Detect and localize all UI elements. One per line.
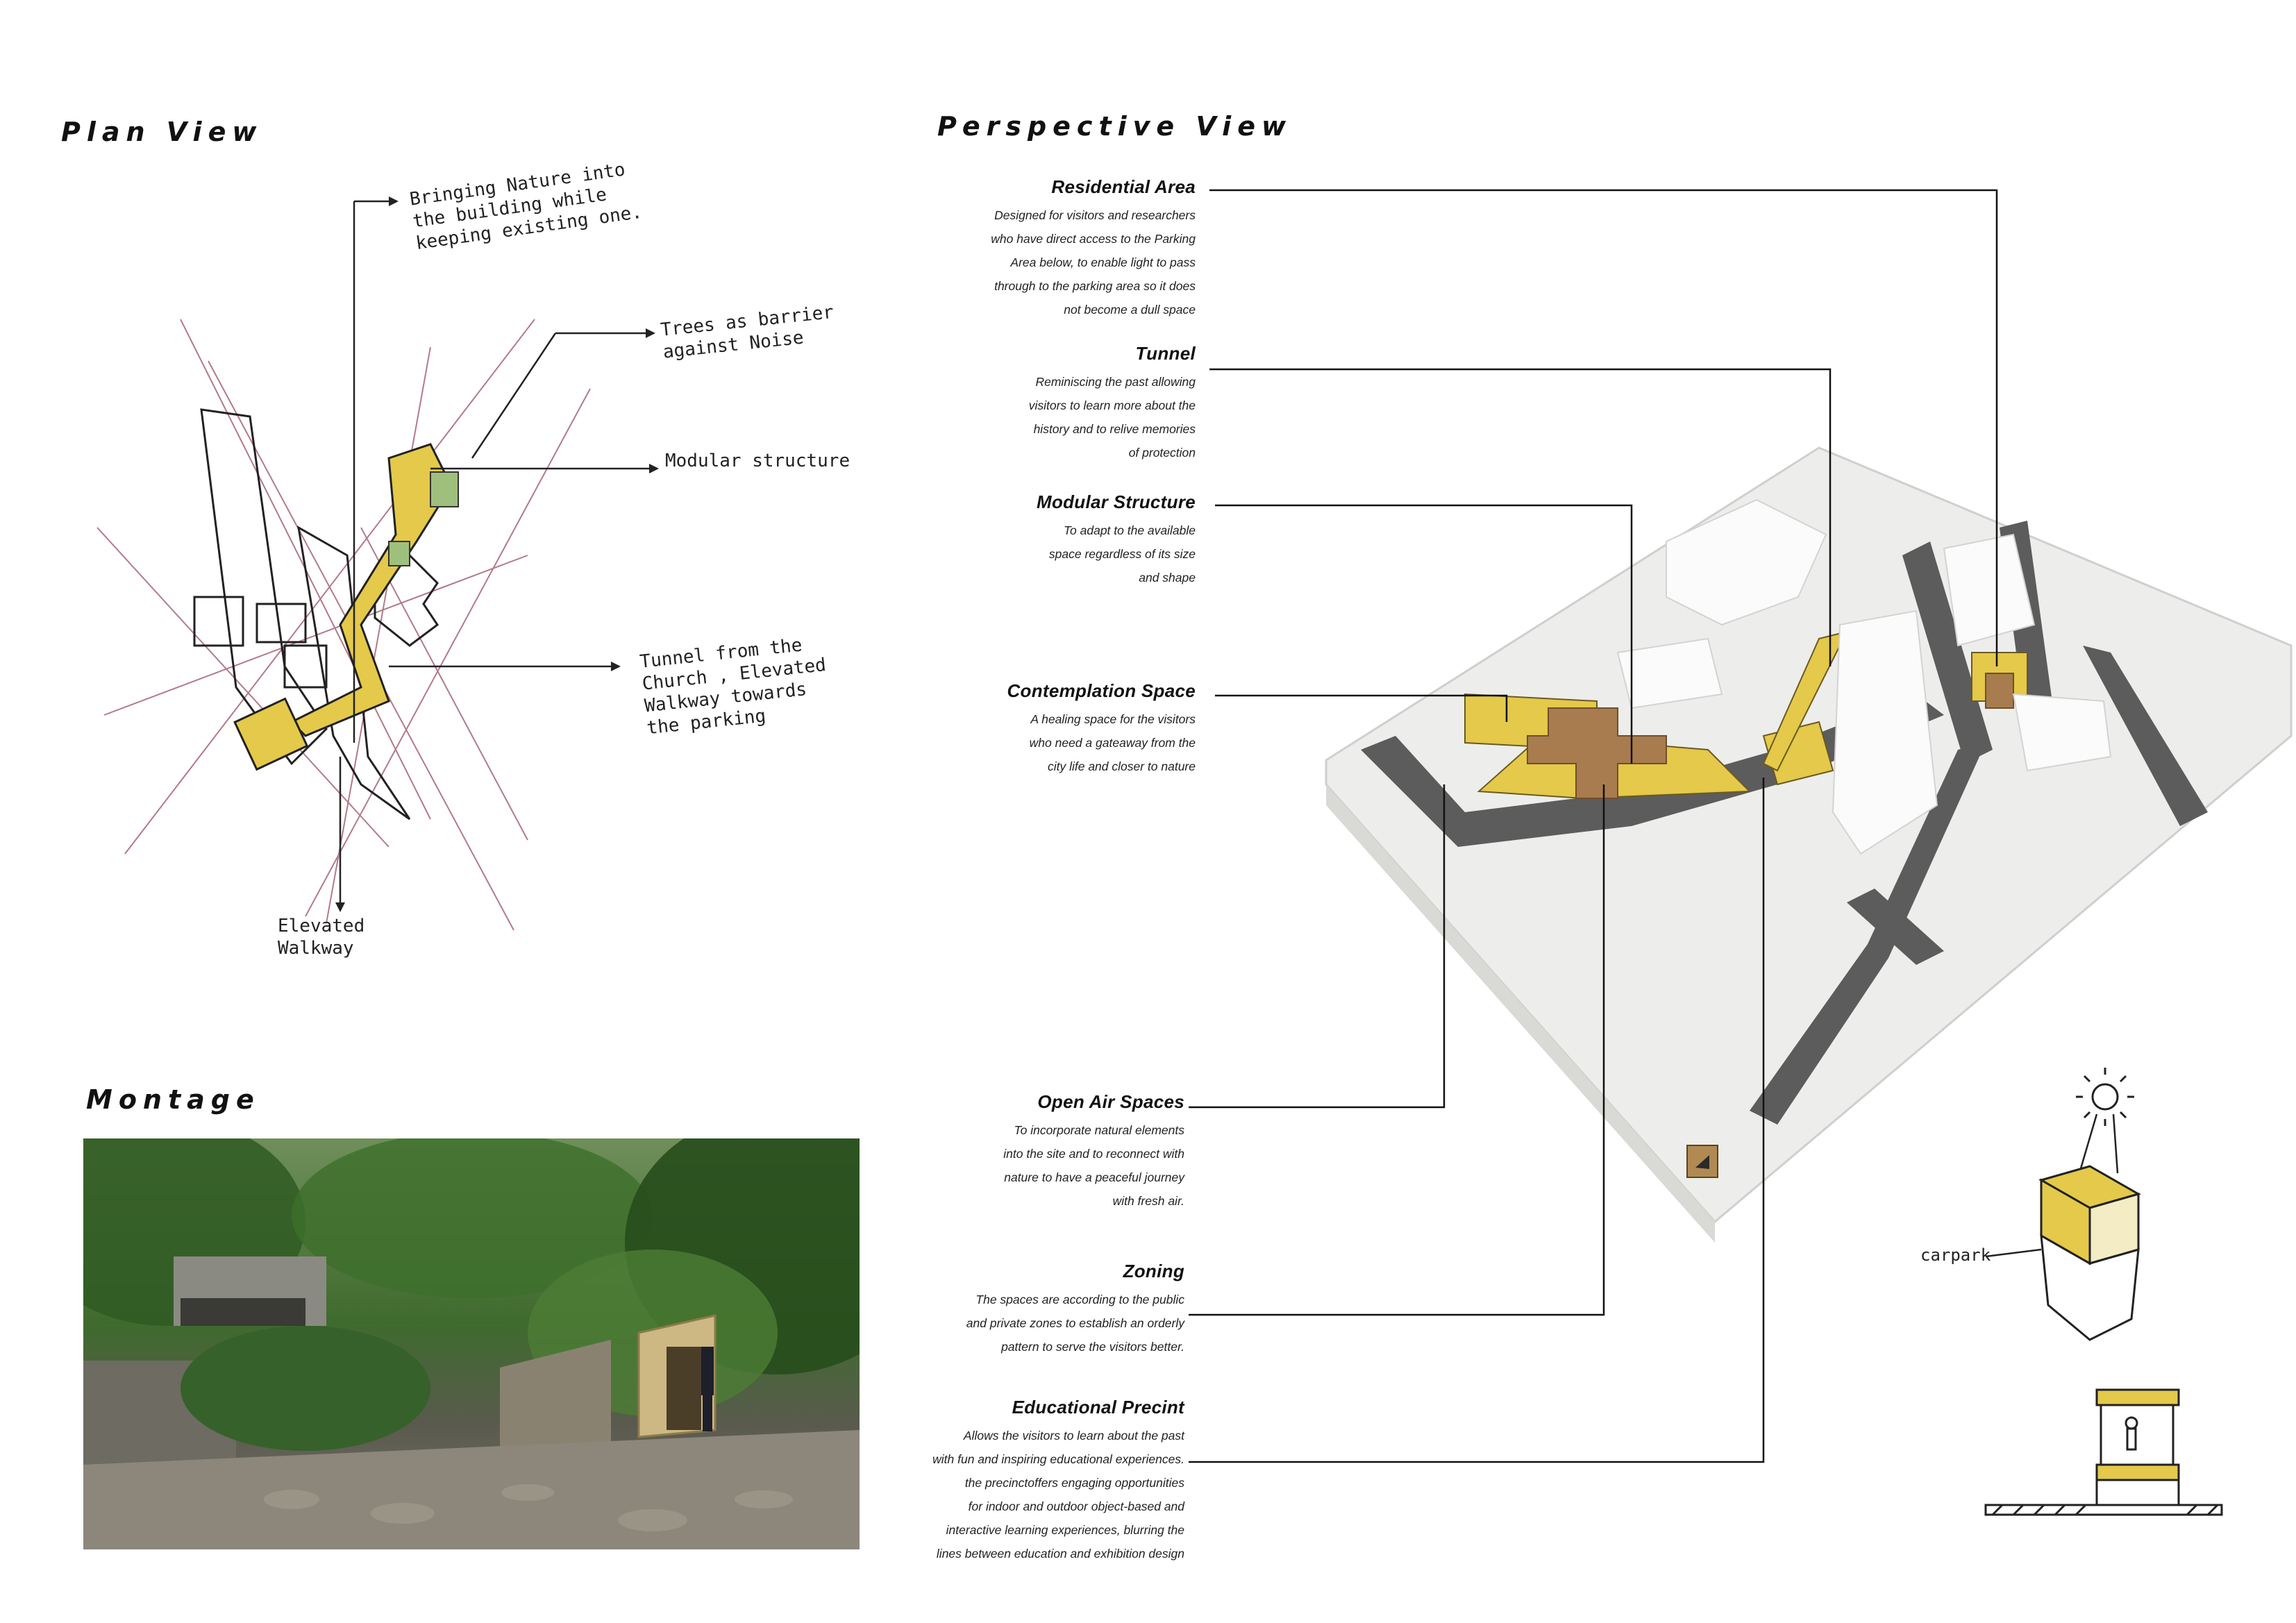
- sun-icon: [2076, 1068, 2134, 1126]
- plan-note-tunnel: Tunnel from the Church , Elevated Walkway towards the parking: [639, 634, 828, 739]
- annotation-heading: Educational Precint: [1012, 1397, 1184, 1418]
- annotation-body: To incorporate natural elements into the site and to reconnect with nature to have a peaceful journey with fresh air.: [1003, 1123, 1184, 1208]
- annotation-heading: Contemplation Space: [1007, 680, 1196, 701]
- section-sketch: [1986, 1390, 2222, 1515]
- annotation-heading: Modular Structure: [1036, 491, 1196, 512]
- annotation-heading: Tunnel: [1135, 343, 1196, 364]
- plan-note-trees: Trees as barrier against Noise: [660, 301, 835, 363]
- annotation-heading: Open Air Spaces: [1037, 1091, 1184, 1112]
- annotation-body: The spaces are according to the public and private zones to establish an orderly pattern to serve the visitors better.: [966, 1293, 1184, 1354]
- annotation-body: To adapt to the available space regardless of its size and shape: [1048, 523, 1196, 585]
- montage-title: Montage: [86, 1084, 260, 1115]
- plan-note-modular: Modular structure: [665, 451, 850, 471]
- light-shaft: [2079, 1114, 2118, 1173]
- plan-note-nature: Bringing Nature into the building while keeping existing one.: [408, 159, 644, 255]
- perspective-view-title: Perspective View: [937, 111, 1293, 142]
- carpark-block: [2041, 1166, 2138, 1340]
- annotation-heading: Zoning: [1123, 1261, 1184, 1281]
- annotation-heading: Residential Area: [1051, 176, 1196, 197]
- carpark-label: carpark: [1920, 1245, 1991, 1265]
- plan-note-walkway: Elevated Walkway: [278, 916, 365, 959]
- annotation-body: Reminiscing the past allowing visitors to learn more about the history and to relive memories of protection: [1028, 375, 1196, 460]
- annotation-body: Allows the visitors to learn about the past with fun and inspiring educational experiences. the precinctoffers engaging opportunities for indoor and outdoor object-based and interactive learning experiences, blurring the lines between education and exhibition design: [932, 1429, 1184, 1561]
- annotation-body: A healing space for the visitors who need a gateaway from the city life and closer to nature: [1029, 712, 1196, 773]
- annotation-body: Designed for visitors and researchers who have direct access to the Parking Area below, to enable light to pass through to the parking area so it does not become a dull space: [991, 208, 1196, 317]
- plan-view-title: Plan View: [61, 117, 263, 147]
